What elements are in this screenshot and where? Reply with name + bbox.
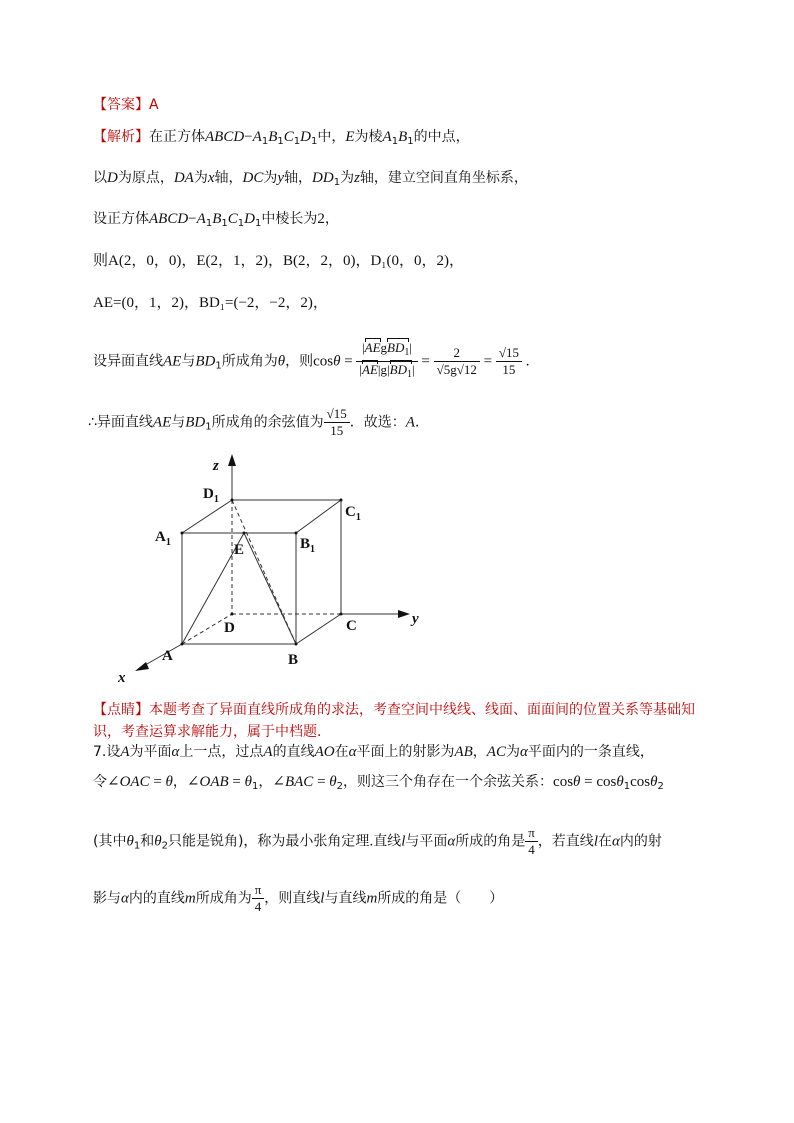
label-e: E bbox=[234, 542, 245, 558]
text: 影与 bbox=[93, 890, 121, 907]
edge-b-c bbox=[296, 614, 341, 644]
text: 与 bbox=[171, 414, 186, 431]
edge-b1-c1 bbox=[296, 500, 341, 533]
result-numerator: √15 bbox=[496, 345, 522, 362]
z-arrow bbox=[228, 454, 236, 466]
text: 在正方体 bbox=[149, 129, 205, 145]
text: ，则这三个角存在一个余弦关系： bbox=[343, 774, 554, 790]
text: ， bbox=[472, 744, 487, 760]
text: 所成角的余弦值为 bbox=[211, 414, 324, 431]
text: 上一点，过点 bbox=[179, 744, 264, 760]
text: 为棱 bbox=[354, 129, 383, 145]
value-numerator: √15 bbox=[324, 406, 350, 423]
text: 与 bbox=[181, 353, 196, 370]
cosine-value bbox=[324, 406, 350, 439]
text: 为原点， bbox=[117, 170, 174, 186]
pi-over-4 bbox=[525, 825, 538, 858]
label-a1: $A_1$ bbox=[155, 529, 171, 548]
text: 和 bbox=[140, 833, 155, 850]
four: 4 bbox=[528, 842, 535, 857]
text: 为 bbox=[263, 170, 278, 186]
text: 为 bbox=[340, 170, 355, 186]
text: 中， bbox=[317, 129, 346, 145]
text: 为平面 bbox=[129, 744, 172, 760]
edge-length: 2 bbox=[317, 211, 325, 227]
analysis-line-2: 以D为原点，DA为x轴，DC为y轴，$DD_1$为z轴，建立空间直角坐标系， bbox=[93, 170, 528, 188]
analysis-label: 【解析】 bbox=[93, 129, 149, 145]
label-z: z bbox=[213, 458, 219, 474]
text: (其中 bbox=[93, 833, 127, 850]
choice: A bbox=[405, 414, 415, 431]
value-denominator: 15 bbox=[330, 423, 344, 438]
label-a: A bbox=[162, 648, 173, 664]
label-x: x bbox=[118, 670, 126, 686]
text: ，则 bbox=[285, 353, 314, 370]
text: 异面直线 bbox=[96, 414, 153, 431]
question-number: 7. bbox=[93, 744, 107, 760]
q7-line-1: 7.设A为平面α上一点，过点A的直线AO在α平面上的射影为AB，AC为α平面内的一条直线， bbox=[93, 744, 654, 760]
pi: π bbox=[525, 825, 538, 842]
x-arrow bbox=[135, 662, 149, 671]
text: 所成角为 bbox=[221, 353, 278, 370]
text: 设 bbox=[106, 744, 121, 760]
vectors-line: AE=(0，1，2)，BD₁=(−2，−2，2)， bbox=[93, 295, 328, 311]
text: 在 bbox=[597, 833, 612, 850]
pi: π bbox=[252, 882, 265, 899]
text: 轴，建立空间直角坐标系， bbox=[359, 170, 528, 186]
text: 平面内的一条直线， bbox=[527, 744, 654, 760]
text: 与直线 bbox=[324, 890, 367, 907]
comment-label: 【点睛】 bbox=[93, 702, 149, 718]
text: 轴， bbox=[214, 170, 243, 186]
text: 只能是锐角)，称为最小张角定理 bbox=[167, 833, 370, 850]
q7-line-4: 影与α内的直线m所成角为 $\frac{\pi}{4}$ ，则直线l与直线m所成的角是（ ） bbox=[93, 882, 504, 914]
text: 为 bbox=[193, 170, 208, 186]
text: 内的射 bbox=[619, 833, 662, 850]
text: 以 bbox=[93, 170, 107, 186]
analysis-line-6: 设异面直线AE与$BD_1$所成角为θ，则cosθ = $\frac{|AEgBD_1|}{|AE|g|BD_1|}$ = $\frac{2}{√5g√12}$ = $\frac{√15}{15}$ . bbox=[93, 340, 529, 383]
cos-fraction-1: $\frac{|AEgBD_1|}{|AE|g|BD_1|}$ bbox=[356, 340, 417, 383]
text: ， bbox=[324, 211, 339, 227]
label-d: D bbox=[224, 620, 235, 636]
label-c1: $C_1$ bbox=[345, 504, 361, 523]
result-denominator: 15 bbox=[502, 362, 516, 377]
cos-result bbox=[496, 345, 522, 378]
analysis-line-3: 设正方体$ABCD-A_1B_1C_1D_1$中棱长为2， bbox=[93, 211, 339, 229]
label-b: B bbox=[288, 652, 299, 668]
text: 设正方体 bbox=[93, 211, 149, 227]
text: ，若直线 bbox=[537, 833, 594, 850]
cube-figure bbox=[110, 448, 430, 688]
segment-e-b bbox=[244, 533, 296, 644]
text: 在 bbox=[334, 744, 349, 760]
text: 中棱长为 bbox=[261, 211, 318, 227]
coordinates-line: 则A(2，0，0)，E(2，1，2)，B(2，2，0)，D₁(0，0，2)， bbox=[93, 253, 465, 269]
analysis-line-1: 【解析】在正方体$ABCD-A_1B_1C_1D_1$中，E为棱$A_1B_1$的中点， bbox=[93, 129, 470, 147]
text: ． bbox=[414, 414, 429, 431]
y-arrow bbox=[398, 610, 410, 618]
text: 的中点， bbox=[413, 129, 470, 145]
therefore-symbol: ∴ bbox=[88, 414, 97, 431]
text: ．故选： bbox=[349, 414, 406, 431]
q7-line-3: (其中$\theta_1$和$\theta_2$只能是锐角)，称为最小张角定理.直线l与平面α所成的角是 $\frac{\pi}{4}$ ，若直线l在α内的射 bbox=[93, 825, 662, 857]
answer-label: 【答案】 bbox=[93, 97, 149, 113]
pi-over-4-b bbox=[252, 882, 265, 915]
text: 的直线 bbox=[272, 744, 315, 760]
edge-a1-d1 bbox=[182, 500, 232, 533]
text: 所成角为 bbox=[195, 890, 252, 907]
label-b1: $B_1$ bbox=[300, 536, 316, 555]
text: 内的直线 bbox=[128, 890, 185, 907]
fraction-numerator: 2 bbox=[434, 345, 480, 362]
analysis-conclusion: ∴异面直线AE与$BD_1$所成角的余弦值为 $\frac{√15}{15}$ ．故选：A． bbox=[88, 406, 429, 438]
text: 与平面 bbox=[405, 833, 448, 850]
comment-text-1: 本题考查了异面直线所成角的求法，考查空间中线线、线面、面面间的位置关系等基础知 bbox=[149, 702, 695, 718]
cos-fraction-2 bbox=[434, 345, 480, 378]
text: 直线 bbox=[373, 833, 402, 850]
fraction-denominator: √5g√12 bbox=[436, 362, 477, 377]
label-c: C bbox=[346, 618, 357, 634]
text: 设异面直线 bbox=[93, 353, 163, 370]
text: 所成的角是 bbox=[455, 833, 526, 850]
answer-value: A bbox=[149, 97, 159, 113]
comment-line-1 bbox=[93, 700, 695, 720]
four: 4 bbox=[254, 899, 262, 914]
text: 轴， bbox=[284, 170, 313, 186]
text: 为 bbox=[505, 744, 520, 760]
text: ，则直线 bbox=[264, 890, 321, 907]
answer-line bbox=[93, 95, 159, 115]
label-y: y bbox=[412, 611, 419, 627]
label-d1: $D_1$ bbox=[203, 486, 219, 505]
q7-line-2: 令∠OAC = θ，∠OAB = $\theta_1$，∠BAC = $\theta_2$，则这三个角存在一个余弦关系：cosθ = cosθ$_1$cosθ$_2$ bbox=[93, 774, 664, 792]
text: 所成的角是（ ） bbox=[377, 890, 504, 907]
text: 令 bbox=[93, 774, 107, 790]
comment-line-2: 识，考查运算求解能力，属于中档题． bbox=[93, 724, 331, 740]
text: 平面上的射影为 bbox=[356, 744, 455, 760]
